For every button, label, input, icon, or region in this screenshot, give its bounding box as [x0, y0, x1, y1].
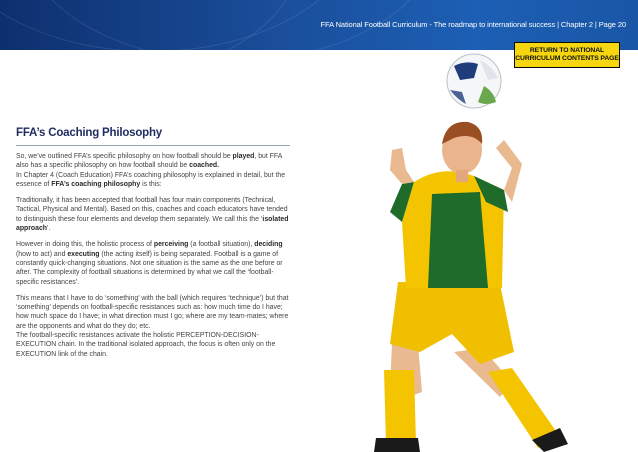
- emphasis-text: deciding: [254, 241, 283, 249]
- body-paragraph: [16, 196, 294, 233]
- player-legs: [374, 342, 568, 452]
- paragraph-text: However in doing this, the holistic process of: [16, 241, 154, 249]
- player-photo: [362, 52, 638, 452]
- body-paragraph: [16, 152, 294, 189]
- emphasis-text: FFA’s coaching philosophy: [51, 180, 141, 188]
- emphasis-text: isolated approach: [16, 215, 289, 233]
- paragraph-text: Traditionally, it has been accepted that football has four main components (Technical, Tactical, Physical and Mental). Based on this, coaches and coach educators have tended to distinguish these four elements and develop them separately. We call this the ‘: [16, 197, 288, 223]
- emphasis-text: executing: [67, 250, 100, 258]
- football-image: [447, 54, 501, 108]
- title-divider: [16, 145, 290, 146]
- emphasis-text: coached.: [189, 162, 220, 170]
- paragraph-text: , but FFA also has a specific philosophy on how football should be: [16, 153, 282, 170]
- paragraph-text: In Chapter 4 (Coach Education) FFA’s coaching philosophy is explained in detail, but the essence of: [16, 171, 286, 188]
- paragraph-text: (a football situation),: [188, 241, 255, 249]
- body-paragraph: [16, 240, 294, 286]
- paragraph-text: (the acting itself) is being separated. Football is a game of constantly quick-changing situations. Not one situation is the same as the one before or after. The complexity of football situations is determined by what we call the ‘football-specific resistances’.: [16, 250, 283, 286]
- paragraph-text: is this:: [140, 180, 162, 188]
- paragraph-text: ’.: [47, 225, 51, 233]
- section-title: FFA’s Coaching Philosophy: [16, 127, 163, 139]
- paragraph-text: So, we’ve outlined FFA’s specific philosophy on how football should be: [16, 153, 233, 160]
- page-header-text: FFA National Football Curriculum - The roadmap to international success | Chapter 2 | Page 20: [320, 20, 626, 29]
- emphasis-text: perceiving: [153, 241, 189, 249]
- paragraph-text: (how to act) and: [16, 250, 68, 258]
- emphasis-text: played: [232, 153, 255, 160]
- body-text: [16, 152, 294, 366]
- body-paragraph: [16, 294, 294, 359]
- return-button-line-2: CURRICULUM CONTENTS PAGE: [515, 55, 619, 62]
- player-shirt: [390, 171, 508, 288]
- paragraph-text: The football-specific resistances activate the holistic PERCEPTION-DECISION-EXECUTION chain. In the traditional isolated approach, the focus is often only on the EXECUTION link of the chain.: [16, 332, 276, 358]
- paragraph-text: This means that I have to do ‘something’ with the ball (which requires ‘technique’) but that ‘something’ depends on football-specific resistances such as: how much time do I have; how much space do I have; in what direction must I go; where are my team-mates; where are the opponents and what do they do; etc.: [16, 294, 289, 330]
- return-button-line-1: RETURN TO NATIONAL: [529, 46, 605, 54]
